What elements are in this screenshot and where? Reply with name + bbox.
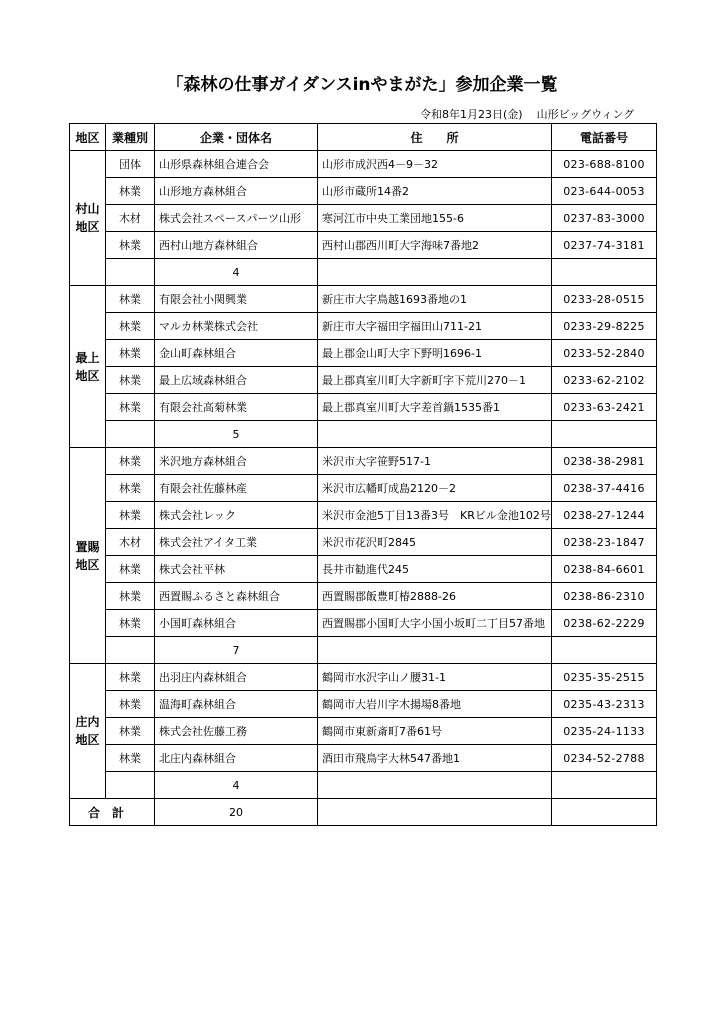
event-venue: 山形ビッグウィング xyxy=(536,108,635,121)
address-cell: 最上郡真室川町大字差首鍋1535番1 xyxy=(318,394,552,421)
industry-cell: 林業 xyxy=(106,178,155,205)
company-cell: 西村山地方森林組合 xyxy=(155,232,318,259)
industry-cell: 林業 xyxy=(106,394,155,421)
address-cell: 米沢市大字笹野517-1 xyxy=(318,448,552,475)
company-cell: 金山町森林組合 xyxy=(155,340,318,367)
phone-cell: 0233-29-8225 xyxy=(552,313,657,340)
company-cell: 株式会社佐藤工務 xyxy=(155,718,318,745)
table-row xyxy=(70,502,657,529)
district-cell: 村山 地区 xyxy=(70,151,106,286)
phone-cell: 0235-43-2313 xyxy=(552,691,657,718)
industry-cell: 木材 xyxy=(106,529,155,556)
industry-cell: 林業 xyxy=(106,313,155,340)
table-row xyxy=(70,664,657,691)
company-cell: 株式会社スペースパーツ山形 xyxy=(155,205,318,232)
address-cell: 米沢市花沢町2845 xyxy=(318,529,552,556)
industry-cell: 林業 xyxy=(106,232,155,259)
document-title: 「森林の仕事ガイダンスinやまがた」参加企業一覧 xyxy=(166,75,558,95)
address-cell: 西置賜郡飯豊町椿2888-26 xyxy=(318,583,552,610)
region-count: 7 xyxy=(155,637,318,664)
phone-cell: 0238-23-1847 xyxy=(552,529,657,556)
total-row xyxy=(70,799,657,826)
industry-cell: 林業 xyxy=(106,610,155,637)
industry-cell: 林業 xyxy=(106,286,155,313)
phone-cell: 0233-62-2102 xyxy=(552,367,657,394)
industry-cell: 林業 xyxy=(106,745,155,772)
address-cell: 山形市蔵所14番2 xyxy=(318,178,552,205)
subtotal-empty-phone xyxy=(552,772,657,799)
industry-cell: 木材 xyxy=(106,205,155,232)
table-row xyxy=(70,691,657,718)
industry-cell: 団体 xyxy=(106,151,155,178)
table-row xyxy=(70,205,657,232)
company-cell: 北庄内森林組合 xyxy=(155,745,318,772)
address-cell: 最上郡金山町大字下野明1696-1 xyxy=(318,340,552,367)
company-cell: 株式会社アイタ工業 xyxy=(155,529,318,556)
region-subtotal-row xyxy=(70,421,657,448)
table-row xyxy=(70,448,657,475)
industry-cell: 林業 xyxy=(106,718,155,745)
total-empty-phone xyxy=(552,799,657,826)
phone-cell: 0238-38-2981 xyxy=(552,448,657,475)
header-address: 住 所 xyxy=(318,124,552,151)
phone-cell: 0238-84-6601 xyxy=(552,556,657,583)
region-count: 4 xyxy=(155,772,318,799)
company-cell: 小国町森林組合 xyxy=(155,610,318,637)
phone-cell: 0237-83-3000 xyxy=(552,205,657,232)
company-cell: 有限会社高菊林業 xyxy=(155,394,318,421)
subtotal-empty-address xyxy=(318,259,552,286)
table-row xyxy=(70,475,657,502)
region-subtotal-row xyxy=(70,259,657,286)
phone-cell: 0235-35-2515 xyxy=(552,664,657,691)
company-cell: 山形県森林組合連合会 xyxy=(155,151,318,178)
company-cell: 有限会社佐藤林産 xyxy=(155,475,318,502)
address-cell: 鶴岡市大岩川字木揚場8番地 xyxy=(318,691,552,718)
phone-cell: 023-688-8100 xyxy=(552,151,657,178)
region-subtotal-row xyxy=(70,772,657,799)
phone-cell: 0238-62-2229 xyxy=(552,610,657,637)
table-row xyxy=(70,232,657,259)
industry-cell: 林業 xyxy=(106,691,155,718)
phone-cell: 0238-37-4416 xyxy=(552,475,657,502)
table-row xyxy=(70,340,657,367)
table-row xyxy=(70,745,657,772)
company-cell: 温海町森林組合 xyxy=(155,691,318,718)
header-phone: 電話番号 xyxy=(552,124,657,151)
address-cell: 山形市成沢西4－9－32 xyxy=(318,151,552,178)
address-cell: 鶴岡市東新斎町7番61号 xyxy=(318,718,552,745)
subtotal-empty-industry xyxy=(106,259,155,286)
region-count: 4 xyxy=(155,259,318,286)
table-row xyxy=(70,286,657,313)
address-cell: 新庄市大字鳥越1693番地の1 xyxy=(318,286,552,313)
subtotal-empty-address xyxy=(318,421,552,448)
table-row xyxy=(70,313,657,340)
company-cell: 西置賜ふるさと森林組合 xyxy=(155,583,318,610)
address-cell: 最上郡真室川町大字新町字下荒川270－1 xyxy=(318,367,552,394)
address-cell: 西村山郡西川町大字海味7番地2 xyxy=(318,232,552,259)
address-cell: 米沢市金池5丁目13番3号 KRビル金池102号 xyxy=(318,502,552,529)
subtotal-empty-address xyxy=(318,772,552,799)
industry-cell: 林業 xyxy=(106,475,155,502)
address-cell: 米沢市広幡町成島2120－2 xyxy=(318,475,552,502)
table-row xyxy=(70,529,657,556)
company-cell: マルカ林業株式会社 xyxy=(155,313,318,340)
industry-cell: 林業 xyxy=(106,448,155,475)
subtotal-empty-industry xyxy=(106,637,155,664)
district-cell: 庄内 地区 xyxy=(70,664,106,799)
company-cell: 有限会社小関興業 xyxy=(155,286,318,313)
subtotal-empty-phone xyxy=(552,421,657,448)
industry-cell: 林業 xyxy=(106,556,155,583)
participants-table xyxy=(69,123,657,826)
table-row xyxy=(70,718,657,745)
address-cell: 酒田市飛鳥字大林547番地1 xyxy=(318,745,552,772)
subtotal-empty-address xyxy=(318,637,552,664)
phone-cell: 0237-74-3181 xyxy=(552,232,657,259)
company-cell: 最上広域森林組合 xyxy=(155,367,318,394)
address-cell: 西置賜郡小国町大字小国小坂町二丁目57番地 xyxy=(318,610,552,637)
industry-cell: 林業 xyxy=(106,664,155,691)
address-cell: 長井市勧進代245 xyxy=(318,556,552,583)
total-label: 合計 xyxy=(70,799,155,826)
table-header-row xyxy=(70,124,657,151)
phone-cell: 0233-52-2840 xyxy=(552,340,657,367)
company-cell: 株式会社レック xyxy=(155,502,318,529)
table-body xyxy=(70,151,657,826)
header-company: 企業・団体名 xyxy=(155,124,318,151)
company-cell: 株式会社平林 xyxy=(155,556,318,583)
table-row xyxy=(70,583,657,610)
district-cell: 最上 地区 xyxy=(70,286,106,448)
table-row xyxy=(70,367,657,394)
address-cell: 鶴岡市水沢字山ノ腰31-1 xyxy=(318,664,552,691)
industry-cell: 林業 xyxy=(106,583,155,610)
event-info xyxy=(420,106,634,122)
table-row xyxy=(70,394,657,421)
table-row xyxy=(70,556,657,583)
company-cell: 米沢地方森林組合 xyxy=(155,448,318,475)
total-count: 20 xyxy=(155,799,318,826)
phone-cell: 0235-24-1133 xyxy=(552,718,657,745)
header-district: 地区 xyxy=(70,124,106,151)
subtotal-empty-phone xyxy=(552,637,657,664)
header-industry: 業種別 xyxy=(106,124,155,151)
total-empty-address xyxy=(318,799,552,826)
phone-cell: 0233-63-2421 xyxy=(552,394,657,421)
table-row xyxy=(70,178,657,205)
phone-cell: 0238-27-1244 xyxy=(552,502,657,529)
table-row xyxy=(70,151,657,178)
event-date: 令和8年1月23日(金) xyxy=(420,108,523,121)
company-cell: 山形地方森林組合 xyxy=(155,178,318,205)
subtotal-empty-industry xyxy=(106,421,155,448)
phone-cell: 0234-52-2788 xyxy=(552,745,657,772)
industry-cell: 林業 xyxy=(106,367,155,394)
subtotal-empty-phone xyxy=(552,259,657,286)
subtotal-empty-industry xyxy=(106,772,155,799)
phone-cell: 0238-86-2310 xyxy=(552,583,657,610)
phone-cell: 0233-28-0515 xyxy=(552,286,657,313)
phone-cell: 023-644-0053 xyxy=(552,178,657,205)
address-cell: 寒河江市中央工業団地155-6 xyxy=(318,205,552,232)
industry-cell: 林業 xyxy=(106,340,155,367)
company-cell: 出羽庄内森林組合 xyxy=(155,664,318,691)
region-subtotal-row xyxy=(70,637,657,664)
address-cell: 新庄市大字福田字福田山711-21 xyxy=(318,313,552,340)
district-cell: 置賜 地区 xyxy=(70,448,106,664)
region-count: 5 xyxy=(155,421,318,448)
table-row xyxy=(70,610,657,637)
industry-cell: 林業 xyxy=(106,502,155,529)
